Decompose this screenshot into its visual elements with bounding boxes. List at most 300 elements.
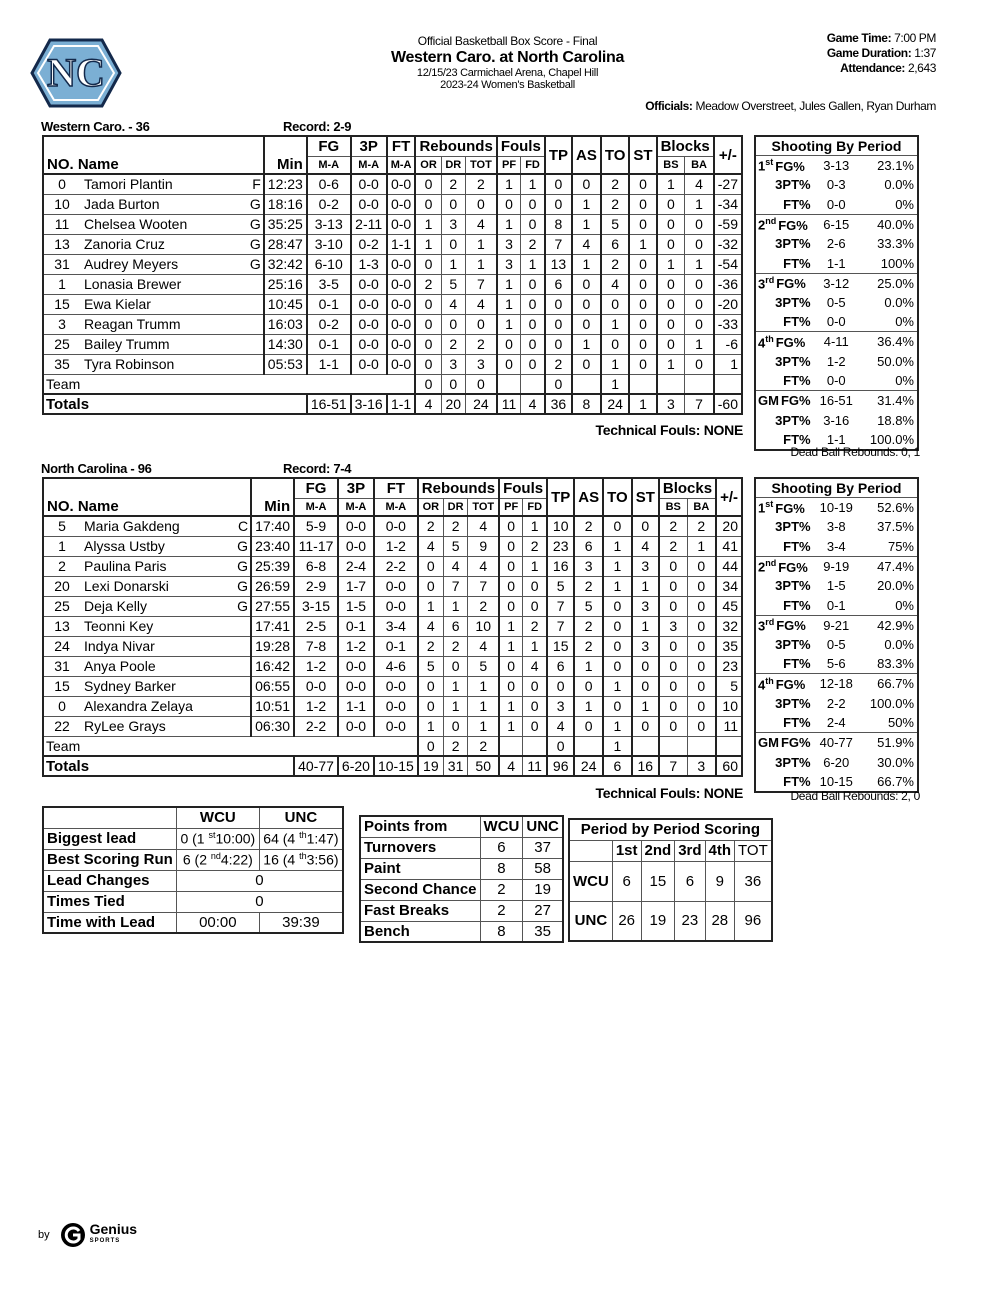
stat-st: 0 [632, 656, 659, 676]
shooting-row [755, 733, 918, 753]
player-position [248, 334, 264, 354]
stat-fd: 1 [523, 636, 547, 656]
stat-tp3: 0-1 [338, 616, 374, 636]
stat-tp3: 1-5 [338, 596, 374, 616]
stat-as: 0 [574, 676, 603, 696]
player-minutes: 27:55 [251, 596, 294, 616]
period-header: 2nd [641, 840, 675, 861]
player-minutes: 10:45 [264, 294, 307, 314]
col-header: ST [629, 136, 656, 174]
period-suffix: st [765, 157, 774, 168]
shooting-label [755, 293, 814, 313]
total-bs: 3 [657, 394, 685, 414]
points-label: Bench [360, 921, 480, 942]
period-suffix: st [765, 499, 774, 510]
stat-pf: 0 [499, 596, 523, 616]
stat-tot: 1 [468, 676, 499, 696]
player-minutes: 10:51 [251, 696, 294, 716]
player-number-name [43, 556, 235, 576]
attendance: 2,643 [907, 61, 936, 75]
stat-tp: 15 [547, 636, 574, 656]
stat-ba: 0 [687, 596, 716, 616]
col-header: AS [574, 478, 603, 516]
shooting-row [755, 410, 918, 430]
col-subheader: BA [685, 156, 714, 174]
total-st: 16 [632, 756, 659, 776]
stat-fg: 6-8 [294, 556, 338, 576]
stat-as: 0 [572, 274, 601, 294]
stat-tot: 0 [466, 314, 497, 334]
stat-ft: 0-0 [374, 596, 418, 616]
header-row [43, 136, 742, 156]
col-header: ST [632, 478, 659, 516]
stat-pf: 1 [499, 696, 523, 716]
stat-fg: 0-0 [294, 676, 338, 696]
player-name: Ewa Kielar [84, 296, 151, 312]
shooting-pct: 42.9% [859, 615, 918, 635]
box-score-table [42, 135, 743, 415]
stat-tp3: 1-1 [338, 696, 374, 716]
period-score: 26 [612, 901, 641, 941]
player-number: 24 [54, 638, 70, 654]
stat-st: 0 [632, 716, 659, 736]
player-number: 15 [54, 296, 70, 312]
player-number-name [43, 696, 235, 716]
shooting-row [755, 312, 918, 332]
stat-fg: 0-2 [307, 194, 351, 214]
team-fd [521, 374, 545, 394]
shooting-row [755, 537, 918, 557]
shooting-label [755, 635, 814, 655]
stat-bs: 0 [657, 214, 685, 234]
player-position: F [248, 174, 264, 194]
stat-pf: 1 [497, 314, 521, 334]
stat-pf: 3 [497, 254, 521, 274]
team-title: Western Caro. - 36 [41, 119, 150, 134]
stat-as: 1 [574, 696, 603, 716]
total-or: 4 [415, 394, 441, 414]
stat-to: 1 [603, 716, 632, 736]
stat-tot: 2 [466, 174, 497, 194]
team-tot: 0 [466, 374, 497, 394]
stat-as: 1 [574, 656, 603, 676]
player-number-name [43, 354, 248, 374]
stat-pf: 0 [499, 576, 523, 596]
stat-ft: 0-0 [387, 214, 416, 234]
period-number: 4 [758, 677, 766, 693]
fg-label: FG% [778, 217, 808, 233]
fg-label: FG% [776, 276, 806, 292]
shooting-label [755, 576, 814, 596]
stat-tp3: 0-0 [351, 174, 387, 194]
col-subheader: Min [264, 156, 307, 174]
stat-dr: 1 [441, 254, 465, 274]
shooting-made-att: 12-18 [814, 674, 859, 694]
stat-tot: 4 [466, 214, 497, 234]
team-st [632, 736, 659, 756]
stat-ba: 0 [685, 274, 714, 294]
player-number: 35 [54, 356, 70, 372]
shooting-pct: 0.0% [884, 637, 914, 653]
stat-or: 4 [418, 536, 444, 556]
stat-pf: 1 [497, 214, 521, 234]
ft-label: FT% [783, 196, 811, 212]
stat-as: 0 [572, 294, 601, 314]
player-position: G [248, 194, 264, 214]
stat-as: 1 [572, 254, 601, 274]
player-minutes: 19:28 [251, 636, 294, 656]
stat-ft: 1-2 [374, 536, 418, 556]
shooting-pct: 0% [895, 597, 914, 613]
player-position: G [248, 234, 264, 254]
player-row [43, 334, 742, 354]
stat-as: 0 [574, 716, 603, 736]
total-pm: -60 [714, 394, 742, 414]
shooting-label [755, 234, 814, 254]
player-number-name [43, 656, 235, 676]
total-pf: 4 [499, 756, 523, 776]
period-number: GM [758, 735, 779, 751]
stat-tp3: 1-3 [351, 254, 387, 274]
player-name: Tamori Plantin [84, 176, 173, 193]
header-center [350, 34, 665, 91]
stat-to: 1 [601, 354, 630, 374]
shooting-title: Shooting By Period [755, 478, 918, 498]
player-number-name [43, 214, 248, 234]
stat-dr: 0 [441, 314, 465, 334]
shooting-pct: 0% [895, 314, 914, 330]
stat-ft: 3-4 [374, 616, 418, 636]
time-lead-label: Time with Lead [43, 912, 176, 933]
player-minutes: 06:55 [251, 676, 294, 696]
officials [645, 99, 936, 113]
total-fg: 40-77 [294, 756, 338, 776]
tp3-label: 3PT% [775, 754, 811, 770]
col-header: Blocks [659, 478, 716, 498]
summary-col-wcu: WCU [176, 807, 259, 828]
biggest-lead-unc: 64 (4 $^{th}$1:47) [259, 828, 343, 849]
stat-tot: 1 [466, 234, 497, 254]
game-time: 7:00 PM [894, 31, 936, 45]
stat-tp: 6 [547, 656, 574, 676]
col-subheader: M-A [387, 156, 416, 174]
stat-to: 2 [601, 174, 630, 194]
stat-to: 1 [603, 536, 632, 556]
player-name: Jada Burton [84, 196, 160, 212]
shooting-row [755, 635, 918, 655]
shooting-label [755, 713, 814, 733]
total-ft: 10-15 [374, 756, 418, 776]
dead-ball-rebounds: Dead Ball Rebounds: 2, 0 [790, 789, 920, 803]
stat-pm: 1 [714, 354, 742, 374]
stat-pm: 11 [716, 716, 742, 736]
stat-fg: 3-10 [307, 234, 351, 254]
player-name: Lexi Donarski [84, 578, 169, 594]
points-row [360, 879, 563, 900]
stat-ba: 1 [685, 334, 714, 354]
stat-fg: 3-5 [307, 274, 351, 294]
stat-to: 0 [603, 656, 632, 676]
tp3-label: 3PT% [775, 177, 811, 193]
stat-ba: 0 [685, 214, 714, 234]
shooting-label [755, 254, 814, 274]
stat-pm: -36 [714, 274, 742, 294]
player-number: 22 [54, 718, 70, 734]
period-suffix: nd [765, 216, 777, 227]
stat-tot: 10 [468, 616, 499, 636]
col-subheader: DR [441, 156, 465, 174]
stat-bs: 0 [659, 696, 687, 716]
shooting-label [755, 214, 814, 234]
stat-ft: 0-0 [387, 314, 416, 334]
stat-st: 0 [629, 254, 656, 274]
stat-fd: 1 [523, 556, 547, 576]
stat-tp3: 1-7 [338, 576, 374, 596]
stat-tp: 4 [547, 716, 574, 736]
stat-pm: -32 [714, 234, 742, 254]
stat-fg: 11-17 [294, 536, 338, 556]
player-number-name [43, 596, 235, 616]
player-number-name [43, 576, 235, 596]
stat-bs: 0 [659, 676, 687, 696]
stat-ft: 0-0 [387, 254, 416, 274]
shooting-made-att: 16-51 [814, 391, 859, 411]
stat-or: 0 [415, 194, 441, 214]
shooting-row [755, 596, 918, 616]
shooting-by-period-table [754, 135, 919, 451]
stat-tot: 7 [466, 274, 497, 294]
stat-ba: 2 [687, 516, 716, 536]
period-score-row [569, 861, 772, 901]
stat-tp3: 2-4 [338, 556, 374, 576]
biggest-lead-label: Biggest lead [43, 828, 176, 849]
player-number-name [43, 676, 235, 696]
period-scoring-table [568, 818, 773, 942]
shooting-row [755, 615, 918, 635]
shooting-row [755, 674, 918, 694]
col-subheader: M-A [374, 498, 418, 516]
team-row [43, 736, 742, 756]
team-label: Team [43, 374, 415, 394]
stat-fd: 0 [523, 716, 547, 736]
biggest-lead-wcu: 0 (1 $^{st}$10:00) [176, 828, 259, 849]
stat-pm: -6 [714, 334, 742, 354]
stat-or: 1 [415, 234, 441, 254]
stat-as: 3 [574, 556, 603, 576]
time-lead-wcu: 00:00 [176, 912, 259, 933]
stat-st: 1 [632, 696, 659, 716]
shooting-made-att: 0-1 [826, 597, 846, 613]
stat-fg: 0-1 [307, 294, 351, 314]
stat-tp: 0 [545, 294, 572, 314]
shooting-label [755, 273, 814, 293]
shooting-pct: 31.4% [859, 391, 918, 411]
stat-ft: 0-0 [374, 516, 418, 536]
stat-fd: 2 [521, 234, 545, 254]
col-header: TO [601, 136, 630, 174]
stat-tp3: 0-0 [351, 294, 387, 314]
stat-tot: 1 [468, 716, 499, 736]
col-header: Fouls [499, 478, 547, 498]
ft-label: FT% [783, 314, 811, 330]
player-position [235, 636, 251, 656]
period-number: 3 [758, 618, 766, 634]
stat-pm: -34 [714, 194, 742, 214]
attendance-label: Attendance: [840, 61, 906, 75]
stat-pm: -27 [714, 174, 742, 194]
total-tp: 96 [547, 756, 574, 776]
stat-fg: 5-9 [294, 516, 338, 536]
points-from-title: Points from [360, 816, 480, 837]
col-subheader: BA [687, 498, 716, 516]
stat-pf: 1 [499, 716, 523, 736]
stat-bs: 0 [657, 294, 685, 314]
stat-ft: 0-0 [374, 676, 418, 696]
stat-pm: -20 [714, 294, 742, 314]
col-subheader: M-A [338, 498, 374, 516]
player-minutes: 16:42 [251, 656, 294, 676]
points-label: Turnovers [360, 837, 480, 858]
stat-bs: 0 [657, 234, 685, 254]
shooting-made-att: 2-6 [826, 236, 846, 252]
stat-pm: 41 [716, 536, 742, 556]
player-number: 15 [54, 678, 70, 694]
stat-pf: 0 [499, 536, 523, 556]
team-pf [497, 374, 521, 394]
stat-or: 1 [418, 596, 444, 616]
stat-bs: 3 [659, 616, 687, 636]
period-number: 1 [758, 500, 766, 516]
stat-ba: 0 [687, 656, 716, 676]
period-suffix: rd [765, 617, 775, 628]
player-row [43, 576, 742, 596]
period-scoring-title: Period by Period Scoring [569, 819, 772, 840]
shooting-row [755, 195, 918, 215]
stat-tp: 6 [545, 274, 572, 294]
player-number-name [43, 234, 248, 254]
game-title: Western Caro. at North Carolina [390, 49, 625, 66]
stat-st: 1 [629, 234, 656, 254]
stat-tot: 4 [468, 636, 499, 656]
points-row [360, 837, 563, 858]
team-as [574, 736, 603, 756]
period-number: 4 [758, 335, 766, 351]
stat-as: 6 [574, 536, 603, 556]
stat-pf: 0 [497, 194, 521, 214]
stat-as: 1 [572, 214, 601, 234]
player-number-name [43, 174, 248, 194]
dead-ball-rebounds: Dead Ball Rebounds: 0, 1 [790, 445, 920, 459]
stat-fg: 0-2 [307, 314, 351, 334]
shooting-pct: 0.0% [884, 177, 914, 193]
stat-as: 1 [572, 194, 601, 214]
shooting-label [755, 195, 814, 215]
total-ba: 3 [687, 756, 716, 776]
stat-st: 4 [632, 536, 659, 556]
stat-fd: 0 [521, 274, 545, 294]
stat-pf: 3 [497, 234, 521, 254]
tp3-label: 3PT% [775, 412, 811, 428]
col-header: FG [294, 478, 338, 498]
stat-st: 3 [632, 636, 659, 656]
stat-ba: 0 [685, 294, 714, 314]
shooting-pct: 37.5% [877, 519, 914, 535]
player-row [43, 556, 742, 576]
team-record: Record: 7-4 [283, 461, 352, 476]
player-minutes: 32:42 [264, 254, 307, 274]
stat-tp: 0 [545, 334, 572, 354]
stat-ba: 1 [685, 194, 714, 214]
player-position [235, 676, 251, 696]
officials-names: Meadow Overstreet, Jules Gallen, Ryan Durham [695, 99, 936, 113]
stat-to: 0 [603, 516, 632, 536]
points-unc: 19 [523, 879, 563, 900]
team-to: 1 [603, 736, 632, 756]
total-tot: 24 [466, 394, 497, 414]
player-position [248, 354, 264, 374]
total-as: 8 [572, 394, 601, 414]
player-minutes: 23:40 [251, 536, 294, 556]
stat-dr: 0 [443, 716, 467, 736]
player-name: Indya Nivar [84, 638, 155, 654]
shooting-pct: 66.7% [859, 674, 918, 694]
stat-fg: 3-13 [307, 214, 351, 234]
stat-pf: 0 [499, 656, 523, 676]
shooting-pct: 100% [880, 255, 914, 271]
stat-tp: 0 [545, 314, 572, 334]
shooting-made-att: 3-8 [826, 519, 846, 535]
stat-ba: 0 [687, 716, 716, 736]
shooting-pct: 66.7% [877, 773, 914, 789]
stat-dr: 3 [441, 214, 465, 234]
team-or: 0 [415, 374, 441, 394]
player-number: 5 [58, 518, 66, 535]
shooting-made-att: 1-1 [826, 255, 846, 271]
stat-st: 0 [629, 294, 656, 314]
shooting-made-att: 9-19 [814, 556, 859, 576]
shooting-pct: 50.0% [877, 353, 914, 369]
stat-fd: 0 [521, 314, 545, 334]
col-subheader: PF [497, 156, 521, 174]
player-number: 25 [54, 336, 70, 352]
box-score-table [42, 477, 743, 777]
stat-pm: 20 [716, 516, 742, 536]
stat-st: 0 [629, 214, 656, 234]
stat-pm: -59 [714, 214, 742, 234]
stat-pf: 0 [499, 556, 523, 576]
player-row [43, 716, 742, 736]
stat-fd: 0 [521, 294, 545, 314]
shooting-row [755, 175, 918, 195]
stat-tot: 1 [468, 696, 499, 716]
stat-dr: 0 [441, 234, 465, 254]
stat-as: 4 [572, 234, 601, 254]
period-score: 23 [675, 901, 705, 941]
shooting-by-period-table [754, 477, 919, 793]
stat-bs: 0 [659, 596, 687, 616]
stat-st: 0 [629, 334, 656, 354]
period-score: 28 [705, 901, 735, 941]
shooting-made-att: 9-21 [814, 615, 859, 635]
ft-label: FT% [783, 597, 811, 613]
col-subheader: PF [499, 498, 523, 516]
stat-or: 0 [415, 354, 441, 374]
col-header: 3P [351, 136, 387, 156]
stat-pf: 1 [499, 636, 523, 656]
stat-tot: 9 [468, 536, 499, 556]
stat-fd: 0 [521, 214, 545, 234]
fg-label: FG% [775, 500, 805, 516]
